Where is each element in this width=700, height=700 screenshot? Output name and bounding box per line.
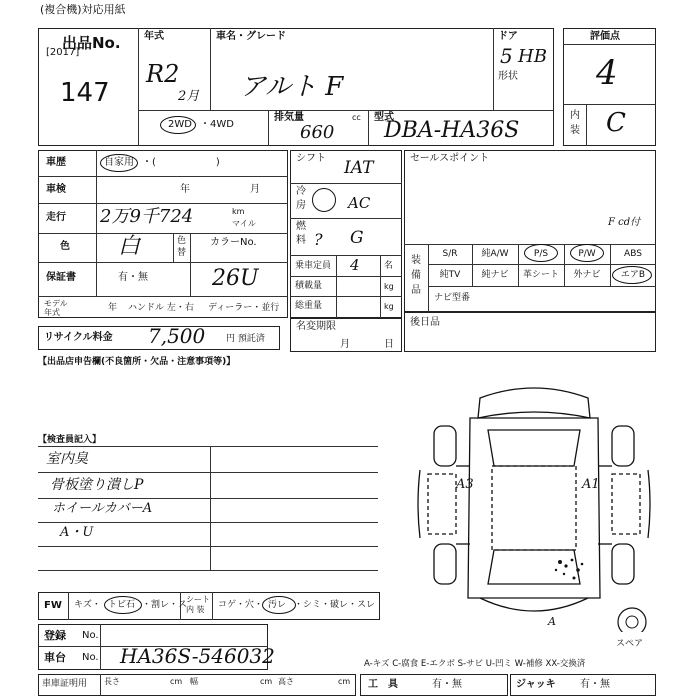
damage-legend: A-キズ C-腐食 E-エクボ S-サビ U-凹ミ W-補修 XX-交換済 — [364, 659, 586, 669]
equipment-label-2: 備 — [411, 270, 421, 281]
inspection-year: 年 — [180, 184, 190, 195]
history-label: 車歴 — [46, 157, 66, 168]
inspector-line-1: 室内臭 — [46, 451, 88, 467]
fw-text-tobi: トビ石 — [108, 600, 136, 610]
fw-tobi-circle — [104, 596, 142, 614]
damage-mark-left: A3 — [456, 477, 474, 492]
equip-pw: P/W — [578, 249, 596, 259]
equip-ps: P/S — [533, 249, 549, 259]
later-items-label: 後日品 — [410, 317, 440, 328]
shift-value: IAT — [344, 158, 374, 178]
fw-seat-1: シート — [186, 595, 210, 604]
color-value: 白 — [118, 234, 141, 259]
mileage-mile: マイル — [232, 219, 256, 228]
fuel-mark: ? — [314, 230, 323, 249]
color-no-value: 26U — [212, 266, 259, 291]
chassis-value: HA36S-546032 — [120, 644, 275, 668]
year-month: 2月 — [178, 89, 200, 104]
warranty-options: 有・無 — [118, 272, 148, 283]
fuel-label-2: 料 — [296, 235, 306, 246]
passengers-value: 4 — [350, 256, 360, 274]
model-year-year: 年 — [108, 303, 118, 313]
cert-label: 車庫証明用 — [42, 679, 88, 689]
equip-airbag-circle — [612, 266, 652, 284]
interior-label-2: 装 — [570, 125, 580, 136]
jack-label: ジャッキ — [516, 679, 556, 690]
sales-point-label: セールスポイント — [410, 153, 490, 164]
name-change-month: 月 — [340, 339, 350, 350]
model-value: DBA-HA36S — [384, 118, 520, 143]
interior-value: C — [606, 108, 626, 138]
recycle-unit: 円 預託済 — [226, 334, 265, 344]
mileage-label: 走行 — [46, 212, 66, 223]
form-type-label: (複合機)対応用紙 — [40, 3, 126, 16]
model-label: 型式 — [374, 112, 394, 123]
recycle-value: 7,500 — [148, 324, 206, 348]
color-change-2: 替 — [177, 248, 187, 258]
ac-value: AC — [348, 194, 371, 212]
model-year-dealer: ディーラー・並行 — [208, 303, 280, 313]
equip-tv: 純TV — [439, 270, 461, 280]
equip-ext-navi: 外ナビ — [573, 270, 601, 280]
tools-options: 有・無 — [432, 679, 462, 690]
fw-text-d: ・シミ・破レ・スレ — [294, 600, 376, 610]
displacement-value: 660 — [300, 122, 335, 143]
shift-label: シフト — [296, 153, 326, 164]
mileage-km: km — [232, 207, 245, 216]
equip-navi: 純ナビ — [481, 270, 509, 280]
name-change-day: 日 — [384, 339, 394, 350]
equip-leather: 革シート — [522, 270, 559, 280]
report-label: 【出品店申告欄(不良箇所・欠品・注意事項等)】 — [38, 357, 236, 367]
recycle-label: リサイクル料金 — [44, 332, 113, 343]
load-label: 積載量 — [295, 281, 323, 291]
cert-cm-3: cm — [338, 677, 351, 686]
fw-text-yogore: 汚レ — [268, 600, 287, 610]
color-change-1: 色 — [177, 236, 187, 246]
shape-label: 形状 — [498, 71, 518, 82]
weight-unit: kg — [384, 302, 394, 311]
damage-mark-right: A1 — [582, 477, 600, 492]
car-name: アルト F — [240, 72, 344, 102]
shape-value: HB — [518, 46, 547, 67]
cert-long: 長さ — [104, 677, 120, 686]
registration-label: 登録 — [44, 629, 66, 642]
warranty-label: 保証書 — [46, 272, 76, 283]
inspection-label: 車検 — [46, 184, 66, 195]
drive-2wd: 2WD — [168, 119, 192, 130]
doors-value: 5 — [500, 44, 513, 68]
chassis-no: No. — [82, 652, 99, 663]
cert-width: 幅 — [190, 677, 198, 686]
spare-label: スペア — [616, 639, 644, 649]
equip-airbag: エアB — [620, 270, 646, 280]
fuel-value: G — [350, 228, 364, 248]
fw-text-b: ・割レ・ス — [142, 600, 188, 610]
equip-sr: S/R — [442, 249, 458, 259]
cert-cm-1: cm — [170, 677, 183, 686]
fw-yogore-circle — [262, 596, 296, 614]
equipment-label-1: 装 — [411, 255, 421, 266]
name-change-label: 名変期限 — [296, 321, 336, 332]
weight-label: 総重量 — [295, 301, 323, 311]
interior-label-1: 内 — [570, 110, 580, 121]
mileage-value: 2万9千724 — [100, 206, 194, 227]
lot-year-tag: [2017] — [46, 47, 80, 58]
equip-ps-circle — [524, 244, 558, 262]
tools-label: 工 具 — [368, 679, 398, 690]
score-value: 4 — [596, 53, 618, 93]
passengers-label: 乗車定員 — [295, 261, 332, 271]
later-items-box — [404, 312, 656, 352]
fw-label: FW — [44, 600, 62, 611]
passengers-unit: 名 — [384, 261, 394, 271]
load-unit: kg — [384, 282, 394, 291]
fw-seat-2: 内 装 — [186, 605, 205, 614]
fw-text-c: コゲ・穴・ — [218, 600, 264, 610]
equipment-label-3: 品 — [411, 285, 421, 296]
damage-mark-front: A — [548, 615, 556, 628]
jack-options: 有・無 — [580, 679, 610, 690]
score-label: 評価点 — [590, 31, 620, 42]
inspection-month: 月 — [250, 184, 260, 195]
inspector-line-3: ホイールカバーA — [52, 501, 153, 516]
model-year-handle: ハンドル 左・右 — [128, 303, 194, 313]
drive-4wd: ・4WD — [200, 119, 234, 130]
equip-abs: ABS — [624, 249, 642, 259]
lot-title: 出品No. — [62, 34, 121, 52]
doors-label: ドア — [498, 31, 518, 42]
year-label: 年式 — [144, 31, 164, 42]
cert-cm-2: cm — [260, 677, 273, 686]
navi-model-label: ナビ型番 — [434, 293, 471, 303]
ac-label-1: 冷 — [296, 186, 306, 197]
inspector-label: 【検査員記入】 — [38, 435, 102, 445]
model-year-label-1: モデル — [44, 299, 68, 308]
name-label: 車名・グレード — [216, 31, 286, 42]
cert-height: 高さ — [278, 677, 294, 686]
ac-label-2: 房 — [296, 200, 306, 211]
fuel-label-1: 燃 — [296, 221, 306, 232]
equip-pw-circle — [570, 244, 604, 262]
sales-point-box — [404, 150, 656, 312]
displacement-unit: cc — [352, 113, 361, 122]
history-other: ・( ) — [142, 157, 220, 168]
registration-no: No. — [82, 630, 99, 641]
equip-aw: 純A/W — [481, 249, 509, 259]
model-year-label-2: 年式 — [44, 308, 60, 317]
history-value: 自家用 — [104, 157, 134, 168]
lot-number: 147 — [60, 78, 110, 108]
fw-text-a: キズ・ — [74, 600, 101, 610]
inspector-line-2: 骨板塗り潰しP — [50, 477, 144, 493]
displacement-label: 排気量 — [274, 112, 304, 123]
sales-point-note: F cd付 — [608, 217, 641, 228]
ac-circle — [312, 188, 336, 212]
color-no-label: カラーNo. — [210, 237, 257, 248]
car-diagram — [410, 374, 658, 632]
year-era: R2 — [146, 60, 180, 88]
inspector-line-4: A・U — [60, 525, 94, 540]
chassis-label: 車台 — [44, 651, 66, 664]
color-label: 色 — [60, 241, 70, 252]
